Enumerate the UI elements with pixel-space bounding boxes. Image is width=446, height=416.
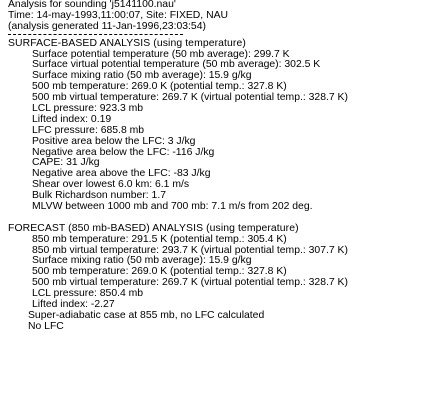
forecast-item: 500 mb virtual temperature: 269.7 K (virtual potential temp.: 328.7 K) [32, 277, 348, 289]
forecast-note: Super-adiabatic case at 855 mb, no LFC calculated [28, 309, 265, 321]
surface-item: Surface virtual potential temperature (50 mb average): 302.5 K [32, 59, 321, 71]
sounding-analysis-document [8, 0, 444, 333]
surface-item: Negative area above the LFC: -83 J/kg [32, 168, 211, 180]
forecast-section-title: FORECAST (850 mb-BASED) ANALYSIS (using temperature) [8, 222, 299, 234]
surface-item: Surface mixing ratio (50 mb average): 15.9 g/kg [32, 70, 252, 82]
surface-item: Positive area below the LFC: 3 J/kg [32, 135, 196, 147]
forecast-item: 500 mb temperature: 269.0 K (potential temp.: 327.8 K) [32, 266, 287, 278]
forecast-item: 850 mb virtual temperature: 293.7 K (virtual potential temp.: 307.7 K) [32, 244, 348, 256]
surface-item: CAPE: 31 J/kg [32, 157, 100, 169]
time-site-line: Time: 14-may-1993,11:00:07, Site: FIXED, NAU [8, 9, 229, 21]
surface-item: Bulk Richardson number: 1.7 [32, 190, 166, 202]
forecast-item: Lifted index: -2.27 [32, 299, 115, 311]
forecast-note: No LFC [28, 320, 64, 332]
surface-section-title: SURFACE-BASED ANALYSIS (using temperature) [8, 37, 246, 49]
surface-item: Lifted index: 0.19 [32, 113, 112, 125]
surface-item: LCL pressure: 923.3 mb [32, 103, 144, 115]
surface-item: 500 mb temperature: 269.0 K (potential temp.: 327.8 K) [32, 81, 287, 93]
forecast-item: Surface mixing ratio (50 mb average): 15.9 g/kg [32, 255, 252, 267]
generated-line: (analysis generated 11-Jan-1996,23:03:54) [8, 20, 206, 32]
forecast-item: 850 mb temperature: 291.5 K (potential temp.: 305.4 K) [32, 233, 287, 245]
header-divider [8, 34, 183, 35]
analysis-title: Analysis for sounding 'j5141100.nau' [8, 0, 176, 10]
surface-item: Negative area below the LFC: -116 J/kg [32, 146, 215, 158]
surface-item: MLVW between 1000 mb and 700 mb: 7.1 m/s from 202 deg. [32, 201, 313, 213]
surface-item: Shear over lowest 6.0 km: 6.1 m/s [32, 179, 190, 191]
surface-item: Surface potential temperature (50 mb average): 299.7 K [32, 48, 290, 60]
surface-item: LFC pressure: 685.8 mb [32, 124, 145, 136]
forecast-item: LCL pressure: 850.4 mb [32, 288, 144, 300]
surface-item: 500 mb virtual temperature: 269.7 K (virtual potential temp.: 328.7 K) [32, 92, 348, 104]
